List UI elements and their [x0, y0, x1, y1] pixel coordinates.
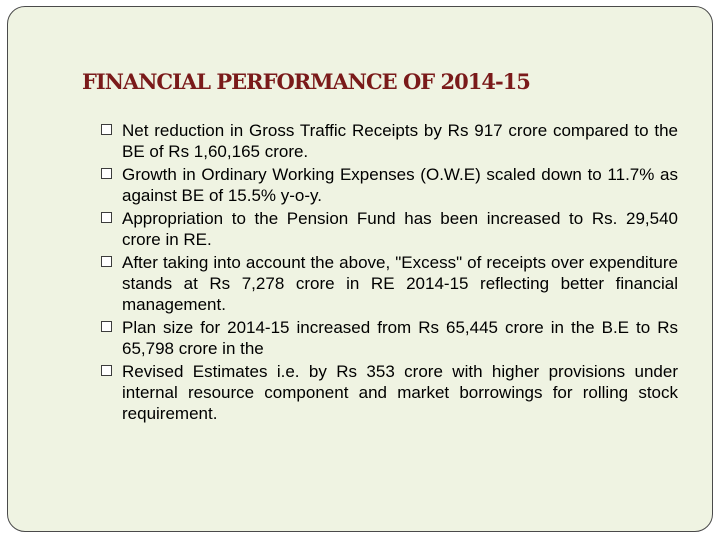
bullet-text: After taking into account the above, "Excess" of receipts over expenditure stands at Rs 7,278 crore in RE 2014-15 reflecting better financial management.: [122, 253, 678, 314]
bullet-item: [122, 164, 678, 206]
bullet-item: [122, 208, 678, 250]
bullet-text: Growth in Ordinary Working Expenses (O.W.E) scaled down to 11.7% as against BE of 15.5% y-o-y.: [122, 165, 678, 205]
checkbox-icon: [101, 124, 112, 135]
slide-frame: [7, 6, 713, 532]
bullet-text: Net reduction in Gross Traffic Receipts by Rs 917 crore compared to the BE of Rs 1,60,165 crore.: [122, 121, 678, 161]
checkbox-icon: [101, 168, 112, 179]
slide-title: FINANCIAL PERFORMANCE OF 2014-15: [82, 69, 530, 94]
bullet-list: [122, 120, 678, 426]
checkbox-icon: [101, 365, 112, 376]
checkbox-icon: [101, 212, 112, 223]
bullet-text: Appropriation to the Pension Fund has been increased to Rs. 29,540 crore in RE.: [122, 209, 678, 249]
checkbox-icon: [101, 321, 112, 332]
bullet-text: Revised Estimates i.e. by Rs 353 crore with higher provisions under internal resource component and market borrowings for rolling stock requirement.: [122, 362, 678, 423]
bullet-item: [122, 361, 678, 424]
bullet-item: [122, 120, 678, 162]
checkbox-icon: [101, 256, 112, 267]
bullet-item: [122, 317, 678, 359]
bullet-text: Plan size for 2014-15 increased from Rs 65,445 crore in the B.E to Rs 65,798 crore in the: [122, 318, 678, 358]
bullet-item: [122, 252, 678, 315]
